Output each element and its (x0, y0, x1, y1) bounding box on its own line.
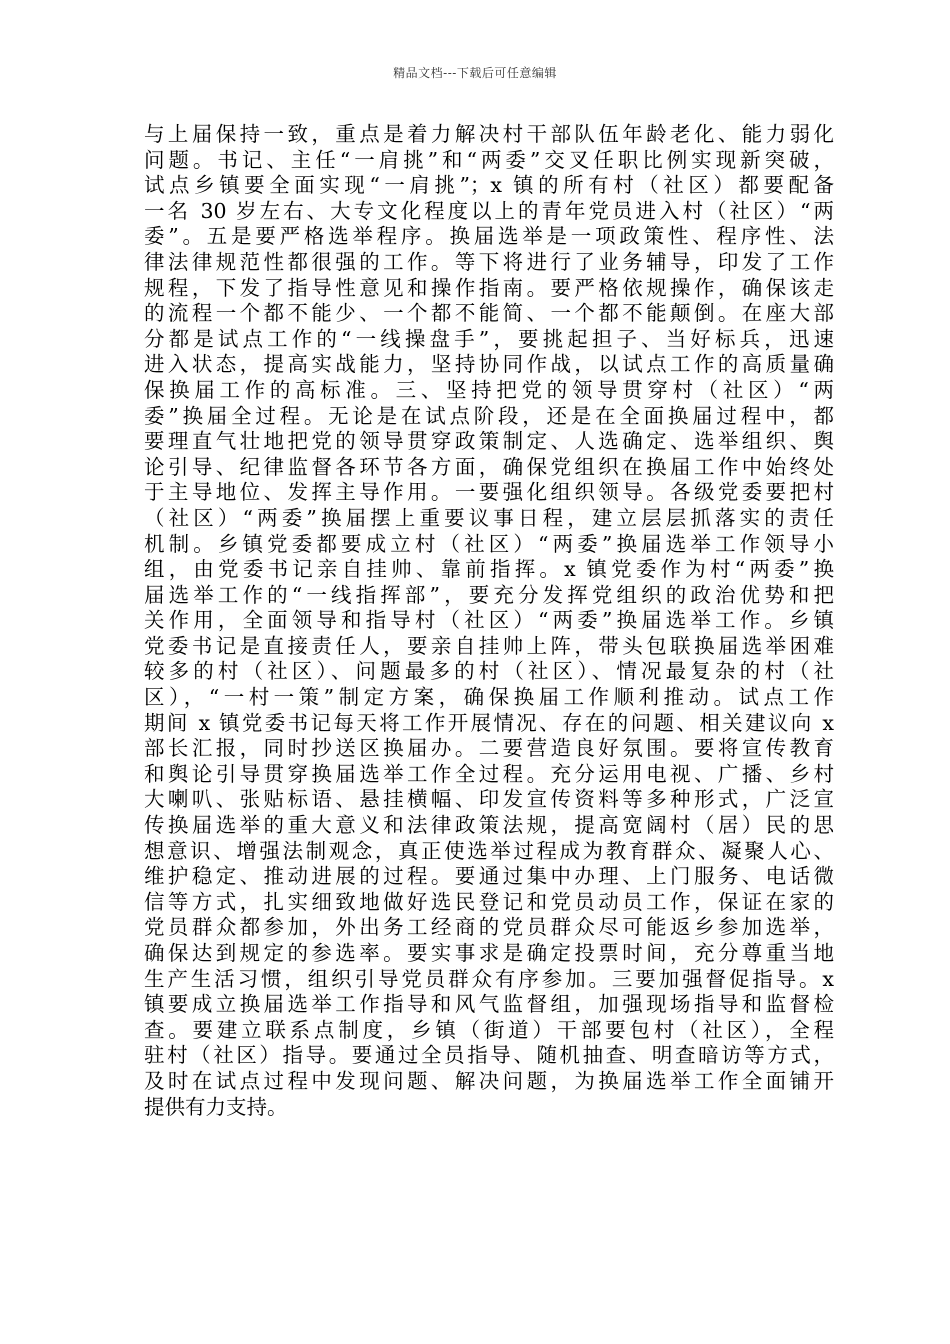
text-line: 与上届保持一致，重点是着力解决村干部队伍年龄老化、能力弱化 (144, 122, 834, 146)
text-line: 较多的村（社区）、问题最多的村（社区）、情况最复杂的村（社 (144, 659, 834, 684)
text-line: 的流程一个都不能少、一个都不能简、一个都不能颠倒。在座大部 (144, 301, 834, 326)
text-line: 确保达到规定的参选率。要实事求是确定投票时间，充分尊重当地 (144, 941, 834, 965)
text-line: 党委书记是直接责任人，要亲自挂帅上阵，带头包联换届选举困难 (144, 633, 834, 658)
text-line: 机制。乡镇党委都要成立村（社区）“两委”换届选举工作领导小 (144, 531, 834, 556)
text-line: 信等方式，扎实细致地做好选民登记和党员动员工作，保证在家的 (144, 889, 834, 914)
text-line: （社区）“两委”换届摆上重要议事日程，建立层层抓落实的责任 (144, 505, 834, 530)
page-header: 精品文档---下载后可任意编辑 (393, 66, 557, 80)
text-line: 驻村（社区）指导。要通过全员指导、随机抽查、明查暗访等方式， (144, 1043, 834, 1068)
text-line: 保换届工作的高标准。三、坚持把党的领导贯穿村（社区）“两 (144, 377, 834, 402)
text-line: 查。要建立联系点制度，乡镇（街道）干部要包村（社区），全程 (144, 1017, 834, 1042)
text-line: 论引导、纪律监督各环节各方面，确保党组织在换届工作中始终处 (144, 454, 834, 479)
text-line: 部长汇报，同时抄送区换届办。二要营造良好氛围。要将宣传教育 (144, 736, 834, 761)
text-line: 想意识、增强法制观念，真正使选举过程成为教育群众、凝聚人心、 (144, 838, 834, 863)
body-text (144, 122, 834, 1120)
text-line: 进入状态，提高实战能力，坚持协同作战，以试点工作的高质量确 (144, 352, 834, 377)
text-line: 区），“一村一策”制定方案，确保换届工作顺利推动。试点工作 (144, 685, 834, 710)
text-line: 律法律规范性都很强的工作。等下将进行了业务辅导，印发了工作 (144, 249, 834, 274)
text-line: 一名 30 岁左右、大专文化程度以上的青年党员进入村（社区）“两 (144, 198, 834, 223)
text-line: 试点乡镇要全面实现“一肩挑”；x 镇的所有村（社区）都要配备 (144, 173, 834, 198)
text-line: 规程，下发了指导性意见和操作指南。要严格依规操作，确保该走 (144, 275, 834, 300)
text-line: 维护稳定、推动进展的过程。要通过集中办理、上门服务、电话微 (144, 864, 834, 889)
text-line: 委”。五是要严格选举程序。换届选举是一项政策性、程序性、法 (144, 224, 834, 249)
text-line: 生产生活习惯，组织引导党员群众有序参加。三要加强督促指导。x (144, 966, 834, 991)
text-line: 党员群众都参加，外出务工经商的党员群众尽可能返乡参加选举， (144, 915, 834, 940)
text-line: 届选举工作的“一线指挥部”，要充分发挥党组织的政治优势和把 (144, 582, 834, 607)
text-line: 要理直气壮地把党的领导贯穿政策制定、人选确定、选举组织、舆 (144, 429, 834, 454)
text-line: 于主导地位、发挥主导作用。一要强化组织领导。各级党委要把村 (144, 480, 834, 505)
text-line: 提供有力支持。 (144, 1094, 288, 1119)
text-line: 和舆论引导贯穿换届选举工作全过程。充分运用电视、广播、乡村 (144, 761, 834, 786)
text-line: 组，由党委书记亲自挂帅、靠前指挥。x 镇党委作为村“两委”换 (144, 557, 834, 582)
text-line: 分都是试点工作的“一线操盘手”，要挑起担子、当好标兵，迅速 (144, 326, 834, 351)
text-line: 大喇叭、张贴标语、悬挂横幅、印发宣传资料等多种形式，广泛宣 (144, 787, 834, 812)
text-line: 镇要成立换届选举工作指导和风气监督组，加强现场指导和监督检 (144, 992, 834, 1017)
text-line: 传换届选举的重大意义和法律政策法规，提高宽阔村（居）民的思 (144, 813, 834, 838)
text-line: 期间 x 镇党委书记每天将工作开展情况、存在的问题、相关建议向 x (144, 710, 834, 735)
text-line: 及时在试点过程中发现问题、解决问题，为换届选举工作全面铺开 (144, 1068, 834, 1093)
text-line: 关作用，全面领导和指导村（社区）“两委”换届选举工作。乡镇 (144, 608, 834, 633)
text-line: 问题。书记、主任“一肩挑”和“两委”交叉任职比例实现新突破， (144, 147, 834, 172)
text-line: 委”换届全过程。无论是在试点阶段，还是在全面换届过程中，都 (144, 403, 834, 428)
